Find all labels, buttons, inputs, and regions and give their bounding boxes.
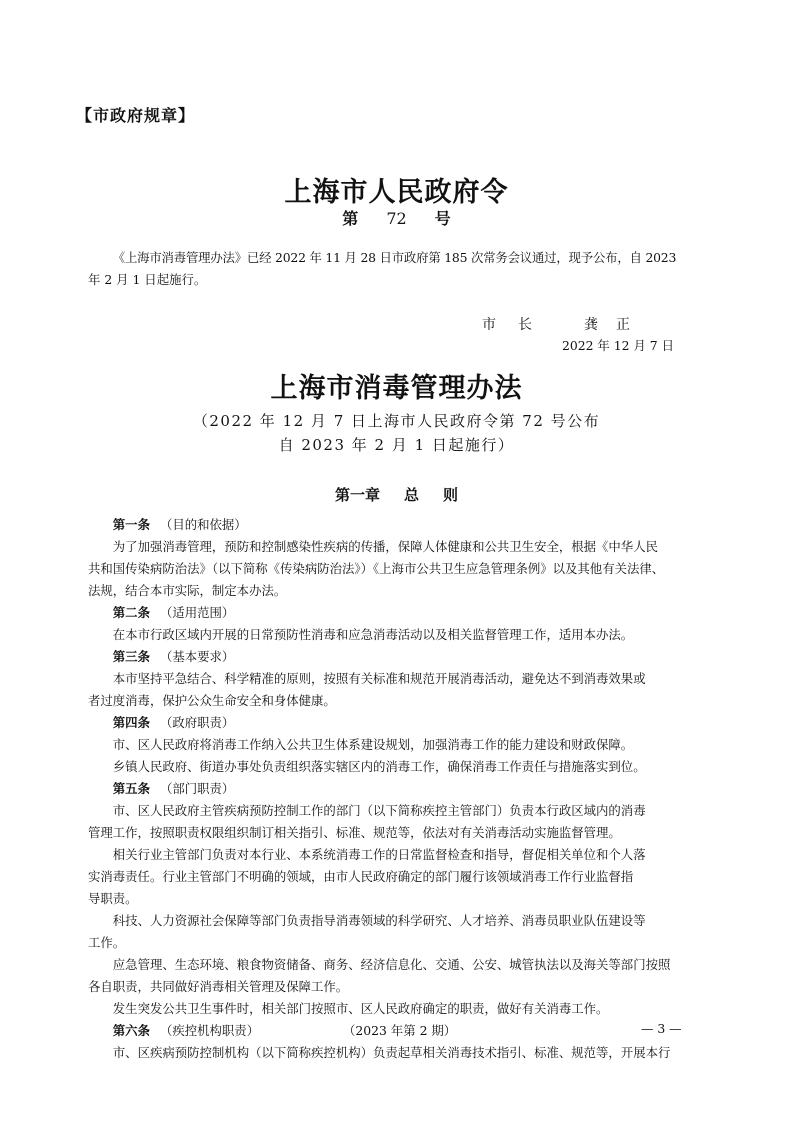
article-number: 第三条: [112, 649, 150, 664]
body-line: 科技、人力资源社会保障等部门负责指导消毒领域的科学研究、人才培养、消毒员职业队伍建设等: [112, 913, 646, 928]
mayor-title-2: 长: [518, 317, 532, 333]
body-line: 市、区疾病预防控制机构（以下简称疾控机构）负责起草相关消毒技术指引、标准、规范等，开展本行: [112, 1045, 671, 1060]
body-line: 应急管理、生态环境、粮食物资储备、商务、经济信息化、交通、公安、城管执法以及海关等部门按照: [112, 957, 671, 972]
article-title: （适用范围）: [159, 605, 235, 620]
mayor-title-1: 市: [482, 317, 496, 333]
article-number: 第四条: [112, 715, 150, 730]
article-heading: [88, 514, 708, 536]
article-title: （部门职责）: [159, 781, 235, 796]
article-title: （基本要求）: [159, 649, 235, 664]
article-title: （疾控机构职责）: [159, 1023, 260, 1038]
body-line: 市、区人民政府主管疾病预防控制工作的部门（以下简称疾控主管部门）负责本行政区域内的消毒: [112, 803, 646, 818]
body-line: 市、区人民政府将消毒工作纳入公共卫生体系建设规划，加强消毒工作的能力建设和财政保障。: [112, 737, 634, 752]
order-preamble: [88, 247, 708, 291]
body-line: 工作。: [88, 935, 126, 950]
order-title: 上海市人民政府令: [284, 177, 509, 208]
article-number: 第五条: [112, 781, 150, 796]
article-heading: [88, 712, 708, 734]
law-subtitle-line-2: 自 2023 年 2 月 1 日起施行）: [278, 436, 515, 454]
body-line: 发生突发公共卫生事件时，相关部门按照市、区人民政府确定的职责，做好有关消毒工作。: [112, 1001, 609, 1016]
article-heading: [88, 602, 708, 624]
mayor-name-2: 正: [616, 317, 630, 333]
article-title: （政府职责）: [159, 715, 235, 730]
article-number: 第六条: [112, 1023, 150, 1038]
order-number: [0, 206, 793, 229]
law-subtitle-line-1: （2022 年 12 月 7 日上海市人民政府令第 72 号公布: [192, 412, 601, 430]
body-line: 法规，结合本市实际，制定本办法。: [88, 583, 287, 598]
body-line: 者过度消毒，保护公众生命安全和身体健康。: [88, 693, 336, 708]
body-line: 为了加强消毒管理，预防和控制感染性疾病的传播，保障人体健康和公共卫生安全，根据《中华人民: [112, 539, 658, 554]
order-number-value: 72: [386, 209, 407, 228]
mayor-name-1: 龚: [584, 317, 598, 333]
preamble-line-1: 《上海市消毒管理办法》已经 2022 年 11 月 28 日市政府第 185 次常务会议通过，现予公布，自 2023: [112, 250, 677, 265]
page-number: — 3 —: [641, 1021, 682, 1036]
chapter-name-1: 总: [403, 486, 419, 504]
body-line: 各自职责，共同做好消毒相关管理及保障工作。: [88, 979, 349, 994]
order-number-suffix: 号: [434, 209, 451, 228]
footer-issue: （2023 年第 2 期）: [343, 1023, 457, 1038]
document-category: 【市政府规章】: [76, 106, 196, 125]
body-line: 相关行业主管部门负责对本行业、本系统消毒工作的日常监督检查和指导，督促相关单位和个人落: [112, 847, 646, 862]
article-number: 第一条: [112, 517, 150, 532]
chapter-number: 第一章: [334, 486, 380, 504]
law-title: 上海市消毒管理办法: [270, 373, 523, 404]
mayor-signature: [482, 314, 630, 334]
article-heading: [88, 778, 708, 800]
body-line: 管理工作，按照职责权限组织制订相关指引、标准、规范等，依法对有关消毒活动实施监督管理。: [88, 825, 621, 840]
article-heading: [88, 646, 708, 668]
articles-body: [88, 514, 708, 1064]
body-line: 共和国传染病防治法》（以下简称《传染病防治法》）《上海市公共卫生应急管理条例》以及其他有关法律、: [88, 561, 665, 576]
body-line: 本市坚持平急结合、科学精准的原则，按照有关标准和规范开展消毒活动，避免达不到消毒效果或: [112, 671, 646, 686]
article-number: 第二条: [112, 605, 150, 620]
body-line: 乡镇人民政府、街道办事处负责组织落实辖区内的消毒工作，确保消毒工作责任与措施落实到位。: [112, 759, 646, 774]
chapter-name-2: 则: [443, 486, 459, 504]
chapter-heading: [0, 484, 793, 505]
body-line: 实消毒责任。行业主管部门不明确的领域，由市人民政府确定的部门履行该领域消毒工作行业监督指: [88, 869, 634, 884]
body-line: 导职责。: [88, 891, 138, 906]
body-line: 在本市行政区域内开展的日常预防性消毒和应急消毒活动以及相关监督管理工作，适用本办法。: [112, 627, 634, 642]
preamble-line-2: 年 2 月 1 日起施行。: [88, 272, 207, 287]
article-title: （目的和依据）: [159, 517, 247, 532]
order-number-prefix: 第: [342, 209, 359, 228]
sign-date: 2022 年 12 月 7 日: [561, 338, 674, 353]
